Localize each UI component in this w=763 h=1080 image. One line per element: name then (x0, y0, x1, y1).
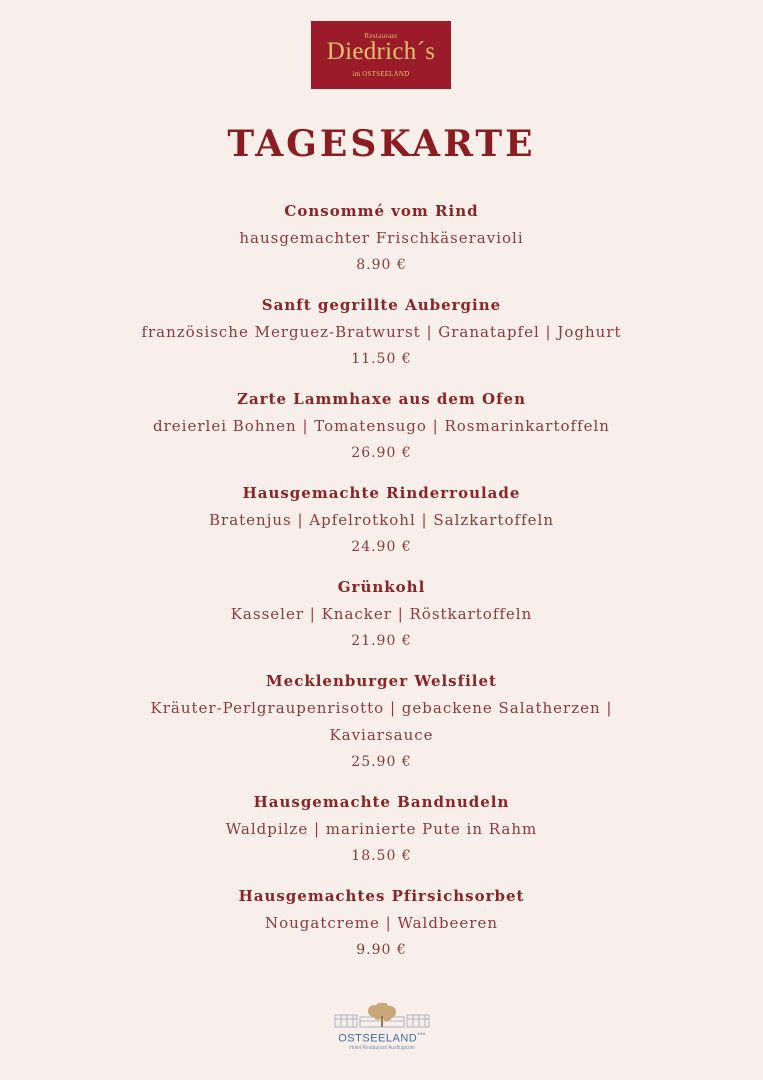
dish-name: Consommé vom Rind (284, 202, 479, 220)
building-trees-icon (332, 1003, 432, 1029)
dish-price: 8.90 € (356, 257, 407, 273)
dish-price: 18.50 € (351, 848, 412, 864)
dish-price: 11.50 € (351, 351, 412, 367)
dish-name: Zarte Lammhaxe aus dem Ofen (237, 390, 526, 408)
dish-name: Sanft gegrillte Aubergine (261, 296, 502, 314)
footer-brand-name: OSTSEELAND (338, 1032, 418, 1045)
dish-name: Hausgemachte Rinderroulade (242, 484, 521, 502)
dish-price: 9.90 € (356, 942, 407, 958)
menu-item (40, 668, 723, 776)
menu-item (40, 789, 723, 870)
dish-price: 21.90 € (351, 633, 412, 649)
dish-description: französische Merguez-Bratwurst | Granatapfel | Joghurt (141, 323, 622, 341)
dish-price: 24.90 € (351, 539, 412, 555)
footer-stars: *** (417, 1033, 426, 1039)
footer-tagline: Hotel Restaurant Ausflugsziel (349, 1044, 415, 1051)
menu-item (40, 883, 723, 964)
logo-sub-text: im OSTSEELAND (352, 70, 410, 78)
dish-description: hausgemachter Frischkäseravioli (239, 229, 524, 247)
dish-name: Hausgemachtes Pfirsichsorbet (238, 887, 525, 905)
dish-description: Nougatcreme | Waldbeeren (264, 914, 499, 932)
dish-name: Grünkohl (337, 578, 426, 596)
dish-description: Kaviarsauce (329, 726, 434, 744)
restaurant-logo (311, 21, 451, 89)
dish-description: Waldpilze | marinierte Pute in Rahm (225, 820, 538, 838)
dish-description: Kräuter-Perlgraupenrisotto | gebackene Salatherzen | (150, 699, 613, 717)
dish-price: 26.90 € (351, 445, 412, 461)
dish-name: Mecklenburger Welsfilet (266, 672, 497, 690)
page-title: TAGESKARTE (227, 123, 536, 165)
menu-item (40, 292, 723, 373)
footer-logo (331, 1003, 433, 1053)
logo-top-text: Restaurant (364, 32, 398, 40)
menu-item (40, 386, 723, 467)
menu-item (40, 198, 723, 279)
dish-name: Hausgemachte Bandnudeln (253, 793, 510, 811)
logo-name: Diedrich´s (326, 38, 436, 65)
menu-item (40, 480, 723, 561)
dish-description: dreierlei Bohnen | Tomatensugo | Rosmarinkartoffeln (153, 417, 610, 435)
menu-item (40, 574, 723, 655)
dish-price: 25.90 € (351, 754, 412, 770)
menu-list (40, 198, 723, 977)
dish-description: Bratenjus | Apfelrotkohl | Salzkartoffeln (209, 511, 554, 529)
dish-description: Kasseler | Knacker | Röstkartoffeln (230, 605, 533, 623)
